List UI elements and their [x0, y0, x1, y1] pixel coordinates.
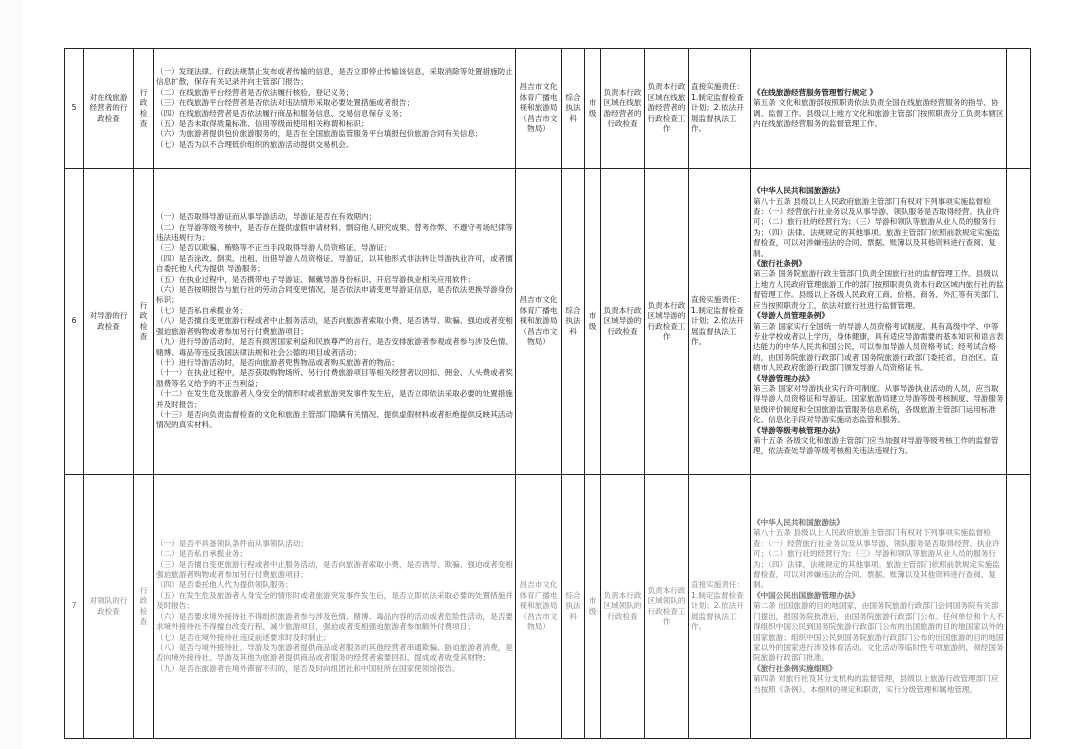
law-title: 《旅行社条例》 — [753, 259, 807, 269]
condition-line: （五）在发生危及旅游者人身安全的情形时或者旅游突发事件发生后，是否立即依法采取必要的处置措施并及时报告； — [156, 590, 513, 611]
condition-line: （六）是否按期报告与旅行社的劳动合同变更情况，是否依法申请变更导游证信息，是否依法更换导游身份标识； — [156, 285, 513, 305]
condition-line: （二）在线旅游平台经营者是否依法履行核验、登记义务； — [156, 87, 354, 97]
law-title: 《导游管理办法》 — [753, 373, 814, 383]
law-title: 《旅行社条例实施细则》 — [753, 663, 837, 673]
law-text: 第三条 国务院旅游行政主管部门负责全国旅行社的监督管理工作。县级以上地方人民政府管理旅游工作的部门按照职责负责本行政区域内旅行社的监督管理工作。县级以上各级人民政府工商、价格、商务、外汇等有关部门，应当按照职责分工，依法对旅行社进行监督管理。 — [753, 269, 1004, 310]
condition-line: （八）是否擅自变更旅游行程或者中止服务活动，是否向旅游者索取小费，是否诱导、欺骗、强迫或者变相强迫旅游者购物或者参加另行付费旅游项目； — [156, 316, 513, 336]
check-content — [154, 169, 516, 475]
law-text: 第三条 国家实行全国统一的导游人员资格考试制度。具有高级中学、中等专业学校或者以上学历，身体健康，具有适应导游需要的基本知识和语言表达能力的中华人民共和国公民，可以参加导游人员资格考试；经考试合格的，由国务院旅游行政部门或者 国务院旅游行政部门委托省、自治区、直辖市人民政府旅游行政部门颁发导游人员资格证书。 — [753, 321, 1004, 373]
law-text: 第八十五条 县级以上人民政府旅游主管部门有权对下列事项实施监督检查：（一）经营旅行社业务以及从事导游、领队服务是否取得经营、执业许可；（二）旅行社的经营行为；（三）导游和领队等旅游从业人员的服务行为；（四）法律、法规规定的其他事项。旅游主管部门依照前款规定实施监督检查，可以对涉嫌违法的合同、票据、账簿以及其他资料进行查阅、复制。 — [753, 196, 1000, 258]
law-title: 《导游等级考核管理办法》 — [753, 425, 845, 435]
table-row — [65, 49, 1031, 169]
condition-line: （八）是否与境外接待社、导游及为旅游者提供商品或者服务的其他经营者串通欺骗、胁迫旅游者消费，是否向境外接待社、导游及其他为旅游者提供商品或者服务的经营者索要回扣、提成或者收受其财物； — [156, 642, 513, 663]
scope: 负责本行政区域在线旅游经营者的行政检查 — [601, 49, 645, 169]
condition-line: （四）是否委托他人代为提供领队服务； — [156, 580, 293, 590]
duty: 负责本行政区域在线旅游经营者的行政检查工作 — [645, 49, 689, 169]
scope: 负责本行政区域导游的行政检查 — [601, 169, 645, 475]
row-number: 7 — [65, 475, 84, 739]
condition-line: （十三）是否向负责监督检查的文化和旅游主管部门隐瞒有关情况、提供虚假材料或者拒绝提供反映其活动情况的真实材料。 — [156, 409, 513, 430]
responsibility: 直接实施责任：1.制定监督检查计划；2.依法开展监督执法工作。 — [689, 475, 751, 739]
duty: 负责本行政区域领队的行政检查工作 — [645, 475, 689, 739]
implementing-dept: 综合执法科 — [562, 49, 585, 169]
level: 市级 — [585, 475, 601, 739]
scan-left-margin — [0, 0, 22, 749]
legal-basis — [751, 169, 1007, 475]
condition-line: （六）为旅游者提供包价旅游服务的，是否在全国旅游监管服务平台填报包价旅游合同有关信息； — [156, 129, 483, 139]
law-title: 《中国公民出国旅游管理办法》 — [753, 590, 860, 600]
condition-line: （四）在线旅游经营者是否依法履行商品和服务信息、交易信息保存义务； — [156, 108, 407, 118]
item-name: 对领队的行政检查 — [84, 475, 134, 739]
item-type: 行政检查 — [134, 49, 154, 169]
condition-line: （二）是否私自承揽业务； — [156, 549, 248, 559]
item-type: 行政检查 — [134, 169, 154, 475]
condition-line: （十）进行导游活动时，是否向旅游者兜售物品或者购买旅游者的物品； — [156, 357, 399, 367]
table-row — [65, 475, 1031, 739]
scope: 负责本行政区域领队的行政检查 — [601, 475, 645, 739]
implementing-org: 昌吉市文化体育广播电视和旅游局（昌吉市文物局） — [516, 49, 562, 169]
item-type: 行政检查 — [134, 475, 154, 739]
condition-line: （一）是否取得导游证而从事导游活动，导游证是否在有效期内； — [156, 212, 377, 222]
row-number: 6 — [65, 169, 84, 475]
condition-line: （一）发现法律、行政法规禁止发布或者传输的信息，是否立即停止传输该信息，采取消除等处置措施防止信息扩散，保存有关记录并向主管部门报告； — [156, 66, 513, 87]
remarks — [1007, 49, 1031, 169]
table-row — [65, 169, 1031, 475]
condition-line: （三）是否以欺骗、贿赂等不正当手段取得导游人员资格证、导游证； — [156, 243, 392, 253]
responsibility: 直接实施责任：1.制定监督检查计划；2.依法开展监督执法工作。 — [689, 49, 751, 169]
condition-line: （三）在线旅游平台经营者是否依法对违法情形采取必要处置措施或者报告； — [156, 98, 415, 108]
inspection-items-table — [64, 48, 1031, 739]
row-number: 5 — [65, 49, 84, 169]
remarks — [1007, 475, 1031, 739]
condition-line: （六）是否要求境外接待社不得组织旅游者参与涉及色情、赌博、毒品内容的活动或者危险性活动，是否要求境外接待社不得擅自改变行程、减少旅游项目，强迫或者变相强迫旅游者参加额外付费项目； — [156, 611, 513, 632]
law-title: 《中华人民共和国旅游法》 — [753, 518, 845, 528]
law-text: 第四条 对旅行社及其分支机构的监督管理，县级以上旅游行政管理部门应当按照《条例》、本细则的规定和职责，实行分级管理和属地管理。 — [753, 674, 999, 694]
item-name: 对在线旅游经营者的行政检查 — [84, 49, 134, 169]
condition-line: （一）是否不具备领队条件而从事领队活动； — [156, 538, 308, 548]
condition-line: （十一）在执业过程中，是否获取购物场所、另行付费旅游项目等相关经营者以回扣、佣金、人头费或者奖励费等名义给予的不正当利益； — [156, 368, 513, 388]
law-title: 《中华人民共和国旅游法》 — [753, 186, 845, 196]
law-text: 第八十五条 县级以上人民政府旅游主管部门有权对下列事项实施监督检查：（一）经营旅行社业务以及从事导游、领队服务是否取得经营、执业许可；（二）旅行社的经营行为；（三）导游和领队等旅游从业人员的服务行为；（四）法律、法规规定的其他事项。旅游主管部门依照前款规定实施监督检查，可以对涉嫌违法的合同、票据、账簿以及其他资料进行查阅、复制。 — [753, 528, 1000, 590]
condition-line: （五）在执业过程中，是否携带电子导游证、佩戴导游身份标识、开启导游执业相关应用软件； — [156, 274, 475, 284]
condition-line: （五）是否未取得质量标准、信用等级而使用相关称谓和标识； — [156, 118, 369, 128]
condition-line: （七）是否私自承揽业务； — [156, 305, 248, 315]
level: 市级 — [585, 49, 601, 169]
condition-line: （四）是否涂改、倒卖、出租、出借导游人员资格证、导游证，以其他形式非法转让导游执业许可，或者擅自委托他人代为提供 导游服务； — [156, 253, 513, 274]
remarks — [1007, 169, 1031, 475]
law-text: 第五条 文化和旅游部按照职责依法负责全国在线旅游经营服务的指导、协调、监督工作。县级以上地方文化和旅游主管部门按照职责分工负责本辖区内在线旅游经营服务的监督管理工作。 — [753, 98, 1004, 128]
law-title: 《导游人员管理条例》 — [753, 311, 829, 321]
law-title: 《在线旅游经营服务管理暂行规定 》 — [753, 87, 878, 97]
condition-line: （九）进行导游活动时，是否有损害国家利益和民族尊严的言行，是否安排旅游者参观或者参与涉及色情、赌博、毒品等违反我国法律法规和社会公德的项目或者活动； — [156, 337, 513, 357]
duty: 负责本行政区域导游的行政检查工作 — [645, 169, 689, 475]
check-content — [154, 475, 516, 739]
condition-line: （九）是否在旅游者在境外滞留不归的，是否及时向组团社和中国驻所在国家使领馆报告。 — [156, 663, 460, 673]
condition-line: （七）是否为以不合理低价组织的旅游活动提供交易机会。 — [156, 139, 354, 149]
check-content — [154, 49, 516, 169]
implementing-org: 昌吉市文化体育广播电视和旅游局（昌吉市文物局） — [516, 475, 562, 739]
condition-line: （三）是否擅自变更旅游行程或者中止服务活动，是否向旅游者索取小费，是否诱导、欺骗、强迫或者变相强迫旅游者购物或者参加另行付费旅游项目； — [156, 559, 513, 580]
condition-line: （二）在导游等级考核中，是否存在提供虚假申请材料、剽窃他人研究成果、替考作弊、不遵守考场纪律等违法违规行为； — [156, 222, 513, 243]
law-text: 第十五条 各级文化和旅游主管部门应当加强对导游等级考核工作的监督管理，依法查处导游等级考核相关违法违规行为。 — [753, 435, 999, 456]
implementing-dept: 综合执法科 — [562, 475, 585, 739]
responsibility: 直接实施责任：1.制定监督检查计划；2.依法开展监督执法工作。 — [689, 169, 751, 475]
implementing-dept: 综合执法科 — [562, 169, 585, 475]
law-text: 第三条 国家对导游执业实行许可制度。从事导游执业活动的人员，应当取得导游人员资格证和导游证。国家旅游局建立导游等级考核制度、导游服务星级评价制度和全国旅游监管服务信息系统，各级旅游主管部门运用标准化、信息化手段对导游实施动态监管和服务。 — [753, 383, 1004, 425]
law-text: 第二条 出国旅游的目的地国家，由国务院旅游行政部门会同国务院有关部门提出，报国务院批准后，由国务院旅游行政部门公布。任何单位和个人不得组织中国公民到国务院旅游行政部门公布的出国旅游的目的地国家以外的国家旅游；组织中国公民到国务院旅游行政部门公布的出国旅游的目的地国家以外的国家进行涉及体育活动、文化活动等临时性专项旅游的，须经国务院旅游行政部门批准。 — [753, 601, 1004, 663]
implementing-org: 昌吉市文化体育广播电视和旅游局（昌吉市文物局） — [516, 169, 562, 475]
legal-basis — [751, 49, 1007, 169]
item-name: 对导游的行政检查 — [84, 169, 134, 475]
legal-basis — [751, 475, 1007, 739]
condition-line: （七）是否在境外接待社违反前述要求时及时制止； — [156, 632, 331, 642]
condition-line: （十二）在发生危及旅游者人身安全的情形时或者旅游突发事件发生后，是否立即依法采取必要的处置措施并及时报告； — [156, 389, 513, 409]
level: 市级 — [585, 169, 601, 475]
